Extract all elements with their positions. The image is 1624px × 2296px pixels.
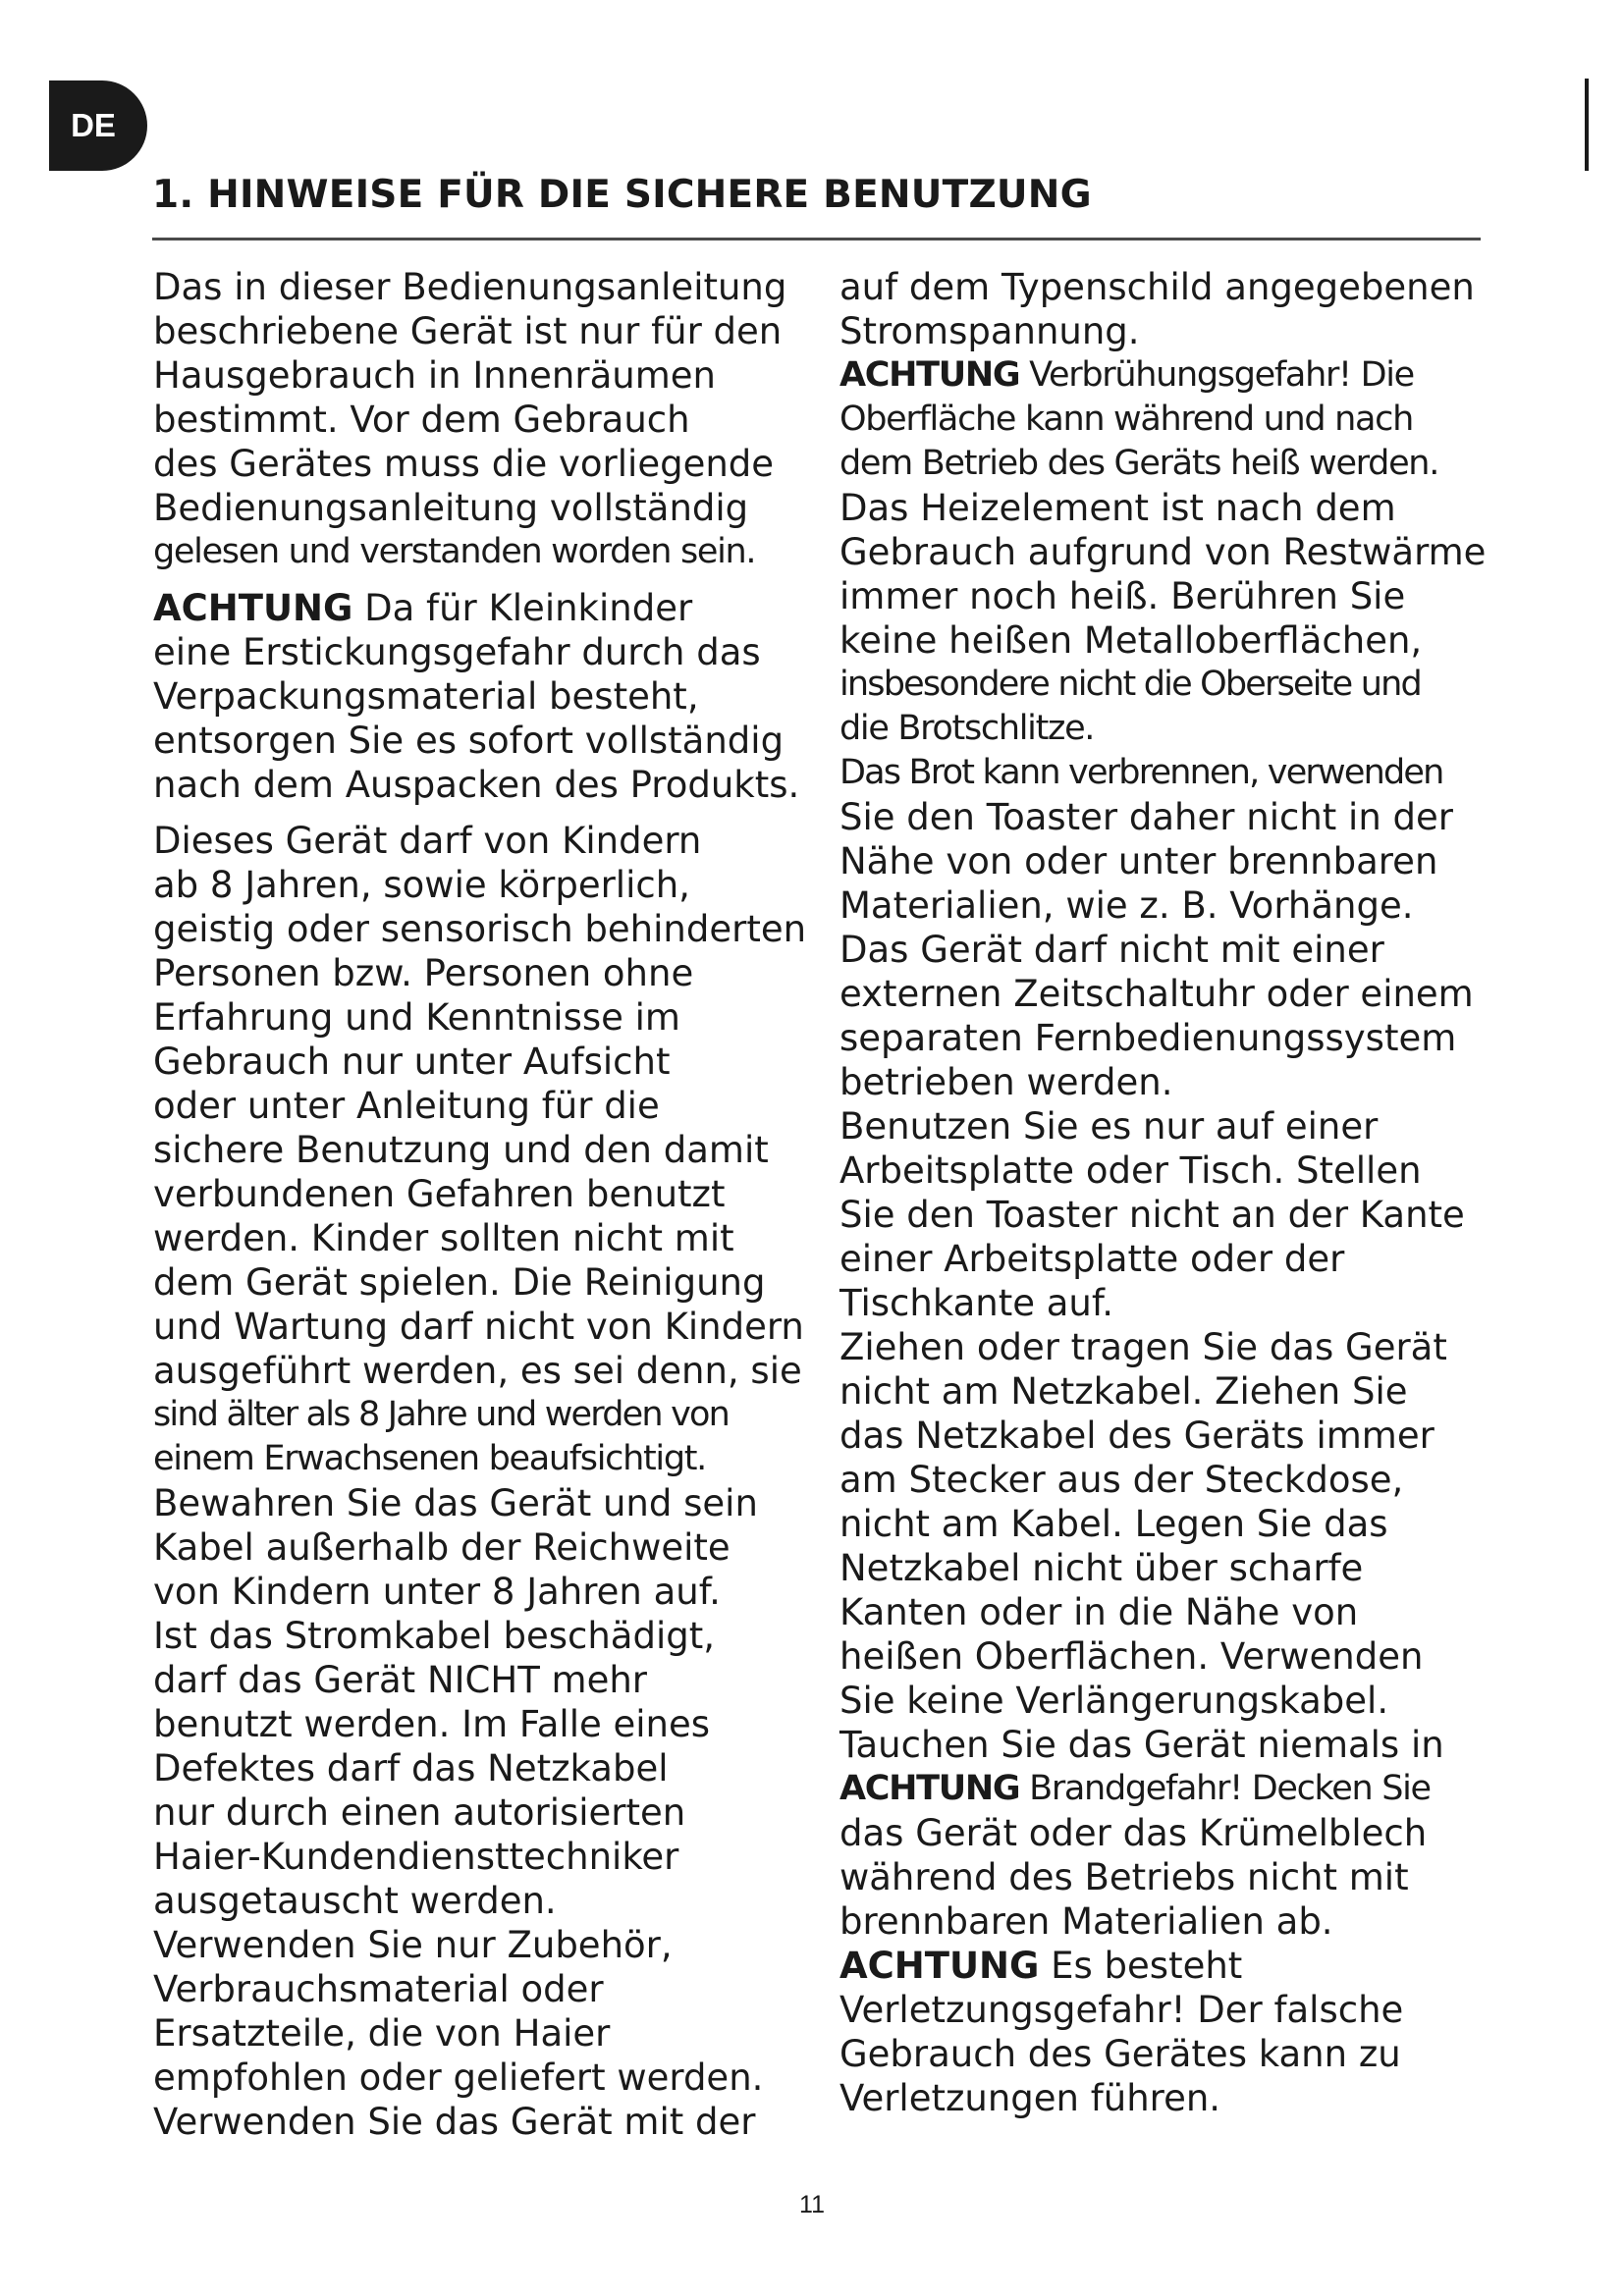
- text-line: externen Zeitschaltuhr oder einem: [839, 973, 1474, 1015]
- text-line: [839, 1944, 1486, 1988]
- language-tab: [49, 80, 147, 171]
- text-line: ausgetauscht werden.: [153, 1880, 557, 1922]
- text-line: Dieses Gerät darf von Kindern: [153, 820, 702, 862]
- text-line: Haier-Kundendiensttechniker: [153, 1836, 679, 1878]
- text-line: Verbrauchsmaterial oder: [153, 1968, 604, 2010]
- left-column: [153, 265, 806, 2144]
- text-line: [839, 353, 1486, 398]
- text-line: bestimmt. Vor dem Gebrauch: [153, 399, 690, 441]
- text-line: Das Gerät darf nicht mit einer: [839, 929, 1384, 971]
- text-line: Verletzungen führen.: [839, 2077, 1221, 2119]
- text-line: oder unter Anleitung für die: [153, 1085, 660, 1127]
- text-line: Erfahrung und Kenntnisse im: [153, 996, 680, 1039]
- text-line: betrieben werden.: [839, 1061, 1173, 1103]
- text-line: des Gerätes muss die vorliegende: [153, 443, 775, 485]
- text-line: dem Gerät spielen. Die Reinigung: [153, 1261, 766, 1304]
- text-line: benutzt werden. Im Falle eines: [153, 1703, 711, 1745]
- text-fragment: Brandgefahr! Decken Sie: [1019, 1769, 1431, 1808]
- warning-keyword: ACHTUNG: [153, 587, 353, 629]
- text-line: Verpackungsmaterial besteht,: [153, 675, 699, 718]
- text-line: Das Heizelement ist nach dem: [839, 487, 1396, 529]
- title-divider: [152, 238, 1481, 240]
- text-line: nach dem Auspacken des Produkts.: [153, 764, 800, 806]
- text-line: einer Arbeitsplatte oder der: [839, 1238, 1345, 1280]
- text-line: Ersatzteile, die von Haier: [153, 2012, 611, 2055]
- voltage-paragraph: [839, 265, 1486, 353]
- text-line: Sie den Toaster daher nicht in der: [839, 796, 1453, 838]
- text-line: Sie keine Verlängerungskabel.: [839, 1680, 1389, 1722]
- text-line: Tauchen Sie das Gerät niemals in: [839, 1724, 1444, 1766]
- text-line: Oberfläche kann während und nach: [839, 400, 1413, 439]
- text-line: Das Brot kann verbrennen, verwenden: [839, 753, 1443, 792]
- text-line: insbesondere nicht die Oberseite und: [839, 665, 1421, 704]
- text-line: Verletzungsgefahr! Der falsche: [839, 1989, 1404, 2031]
- text-line: sind älter als 8 Jahre und werden von: [153, 1395, 729, 1434]
- text-line: Kabel außerhalb der Reichweite: [153, 1526, 731, 1569]
- intro-paragraph: [153, 265, 806, 574]
- text-line: Das in dieser Bedienungsanleitung: [153, 266, 787, 308]
- text-line: Gebrauch nur unter Aufsicht: [153, 1041, 671, 1083]
- text-line: Bewahren Sie das Gerät und sein: [153, 1482, 758, 1524]
- section-title: 1. HINWEISE FÜR DIE SICHERE BENUTZUNG: [152, 173, 1092, 217]
- text-line: Stromspannung.: [839, 310, 1140, 352]
- text-line: brennbaren Materialien ab.: [839, 1900, 1333, 1943]
- text-line: eine Erstickungsgefahr durch das: [153, 631, 761, 673]
- text-line: Arbeitsplatte oder Tisch. Stellen: [839, 1149, 1422, 1192]
- text-line: Verwenden Sie das Gerät mit der: [153, 2101, 756, 2143]
- text-line: das Netzkabel des Geräts immer: [839, 1415, 1435, 1457]
- warning-keyword: ACHTUNG: [839, 1945, 1040, 1987]
- injury-warning-paragraph: [839, 1944, 1486, 2120]
- text-line: einem Erwachsenen beaufsichtigt.: [153, 1439, 706, 1478]
- text-line: Verwenden Sie nur Zubehör,: [153, 1924, 673, 1966]
- text-line: heißen Oberflächen. Verwenden: [839, 1635, 1424, 1678]
- text-line: am Stecker aus der Steckdose,: [839, 1459, 1404, 1501]
- text-line: nicht am Kabel. Legen Sie das: [839, 1503, 1388, 1545]
- text-line: Hausgebrauch in Innenräumen: [153, 354, 716, 397]
- text-line: Gebrauch des Gerätes kann zu: [839, 2033, 1401, 2075]
- crop-mark: [1585, 79, 1589, 171]
- text-line: Kanten oder in die Nähe von: [839, 1591, 1359, 1633]
- usage-restrictions-paragraph: [153, 819, 806, 2144]
- text-line: keine heißen Metalloberflächen,: [839, 619, 1423, 662]
- text-line: geistig oder sensorisch behinderten: [153, 908, 807, 950]
- text-line: entsorgen Sie es sofort vollständig: [153, 720, 785, 762]
- text-line: von Kindern unter 8 Jahren auf.: [153, 1571, 721, 1613]
- text-line: dem Betrieb des Geräts heiß werden.: [839, 444, 1439, 483]
- text-line: darf das Gerät NICHT mehr: [153, 1659, 648, 1701]
- fire-warning-paragraph: [839, 1767, 1486, 1944]
- text-line: das Gerät oder das Krümelblech: [839, 1812, 1428, 1854]
- text-fragment: Es besteht: [1039, 1945, 1243, 1987]
- text-line: nur durch einen autorisierten: [153, 1791, 686, 1834]
- text-line: Ziehen oder tragen Sie das Gerät: [839, 1326, 1447, 1368]
- text-line: während des Betriebs nicht mit: [839, 1856, 1409, 1898]
- text-line: Netzkabel nicht über scharfe: [839, 1547, 1364, 1589]
- text-line: Nähe von oder unter brennbaren: [839, 840, 1438, 882]
- warning-keyword: ACHTUNG: [839, 1769, 1020, 1808]
- text-line: Ist das Stromkabel beschädigt,: [153, 1615, 715, 1657]
- text-line: ausgeführt werden, es sei denn, sie: [153, 1350, 802, 1392]
- text-line: Bedienungsanleitung vollständig: [153, 487, 749, 529]
- text-fragment: Verbrühungsgefahr! Die: [1019, 355, 1414, 395]
- text-line: gelesen und verstanden worden sein.: [153, 532, 756, 571]
- text-line: werden. Kinder sollten nicht mit: [153, 1217, 734, 1259]
- text-line: Sie den Toaster nicht an der Kante: [839, 1194, 1465, 1236]
- warning-keyword: ACHTUNG: [839, 355, 1020, 395]
- text-line: die Brotschlitze.: [839, 709, 1095, 748]
- text-line: [839, 1767, 1486, 1811]
- text-line: Personen bzw. Personen ohne: [153, 952, 694, 994]
- text-line: verbundenen Gefahren benutzt: [153, 1173, 726, 1215]
- text-line: und Wartung darf nicht von Kindern: [153, 1306, 804, 1348]
- text-line: sichere Benutzung und den damit: [153, 1129, 769, 1171]
- text-line: Benutzen Sie es nur auf einer: [839, 1105, 1379, 1148]
- text-line: Tischkante auf.: [839, 1282, 1113, 1324]
- scald-warning-paragraph: [839, 353, 1486, 1767]
- text-fragment: Da für Kleinkinder: [352, 587, 693, 629]
- text-line: [153, 586, 806, 630]
- text-line: Gebrauch aufgrund von Restwärme: [839, 531, 1487, 573]
- text-line: empfohlen oder geliefert werden.: [153, 2056, 764, 2099]
- text-line: beschriebene Gerät ist nur für den: [153, 310, 783, 352]
- text-line: auf dem Typenschild angegebenen: [839, 266, 1475, 308]
- text-line: ab 8 Jahren, sowie körperlich,: [153, 864, 690, 906]
- text-line: immer noch heiß. Berühren Sie: [839, 575, 1406, 617]
- text-line: Materialien, wie z. B. Vorhänge.: [839, 884, 1414, 927]
- page-number: 11: [799, 2191, 825, 2218]
- text-line: Defektes darf das Netzkabel: [153, 1747, 669, 1789]
- packaging-warning-paragraph: [153, 586, 806, 807]
- text-line: nicht am Netzkabel. Ziehen Sie: [839, 1370, 1408, 1413]
- right-column: [839, 265, 1486, 2120]
- language-tab-label: DE: [71, 107, 116, 143]
- text-line: separaten Fernbedienungssystem: [839, 1017, 1457, 1059]
